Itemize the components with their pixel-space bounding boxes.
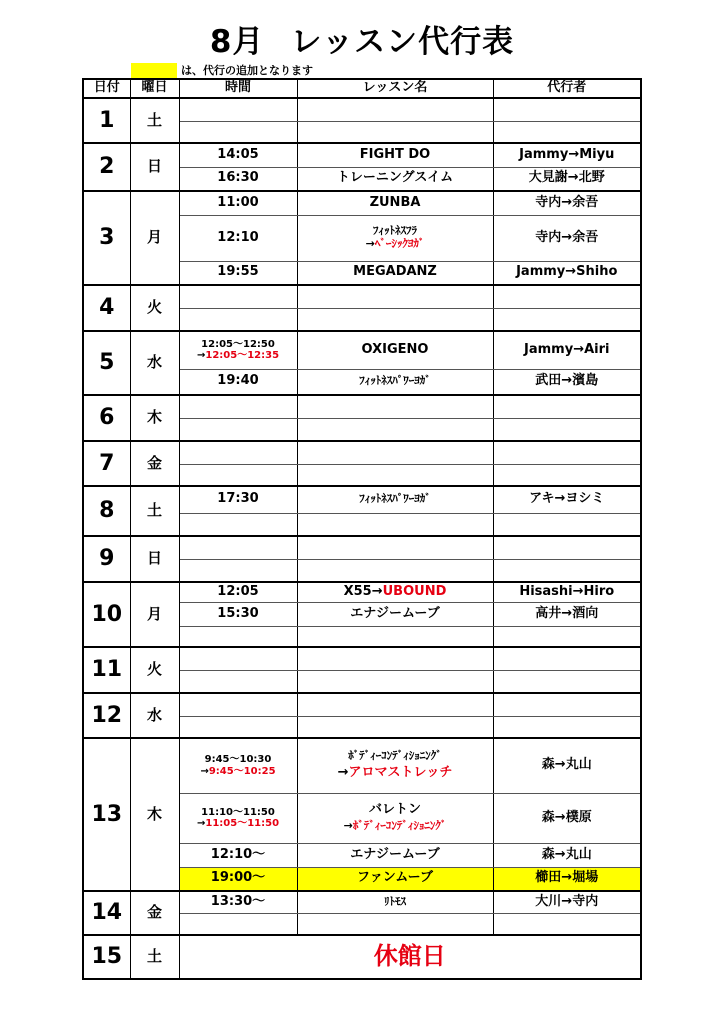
lesson-cell bbox=[297, 582, 493, 602]
time-cell: 12:10 bbox=[179, 215, 297, 261]
lesson-cell: ファンムーブ bbox=[297, 867, 493, 891]
lesson-cell: エナジームーブ bbox=[297, 602, 493, 626]
time-cell: 15:30 bbox=[179, 602, 297, 626]
header-lesson: レッスン名 bbox=[297, 79, 493, 98]
lesson-cell bbox=[297, 464, 493, 486]
instructor-cell: Jammy→Shiho bbox=[493, 261, 641, 285]
original-lesson: ﾎﾞﾃﾞｨｰｺﾝﾃﾞｨｼｮﾆﾝｸﾞ bbox=[348, 749, 442, 763]
date-cell: 3 bbox=[83, 191, 130, 285]
header-dow: 曜日 bbox=[130, 79, 179, 98]
lesson-cell: ﾌｨｯﾄﾈｽﾊﾟﾜｰﾖｶﾞ bbox=[297, 486, 493, 513]
instructor-cell bbox=[493, 647, 641, 670]
dow-cell: 火 bbox=[130, 285, 179, 331]
date-cell: 7 bbox=[83, 441, 130, 486]
date-cell: 6 bbox=[83, 395, 130, 441]
dow-cell: 月 bbox=[130, 582, 179, 647]
instructor-cell bbox=[493, 121, 641, 143]
change-arrow: → bbox=[200, 765, 209, 777]
dow-cell: 日 bbox=[130, 143, 179, 191]
legend bbox=[131, 62, 313, 78]
original-time: 11:10～11:50 bbox=[201, 806, 275, 818]
new-lesson: UBOUND bbox=[382, 583, 447, 599]
time-cell bbox=[179, 331, 297, 369]
time-cell bbox=[179, 441, 297, 464]
instructor-cell bbox=[493, 559, 641, 582]
instructor-cell bbox=[493, 98, 641, 121]
dow-cell: 日 bbox=[130, 536, 179, 582]
instructor-cell bbox=[493, 464, 641, 486]
time-cell: 19:55 bbox=[179, 261, 297, 285]
dow-cell: 火 bbox=[130, 647, 179, 693]
lesson-cell bbox=[297, 418, 493, 441]
date-cell: 12 bbox=[83, 693, 130, 738]
header-instructor: 代行者 bbox=[493, 79, 641, 98]
lesson-cell bbox=[297, 308, 493, 331]
time-cell: 12:10～ bbox=[179, 843, 297, 867]
original-time: 12:05～12:50 bbox=[201, 338, 275, 350]
instructor-cell bbox=[493, 308, 641, 331]
lesson-cell: トレーニングスイム bbox=[297, 167, 493, 191]
date-cell: 8 bbox=[83, 486, 130, 536]
dow-cell: 土 bbox=[130, 98, 179, 143]
time-cell bbox=[179, 913, 297, 935]
table-row bbox=[83, 582, 641, 602]
lesson-cell bbox=[297, 98, 493, 121]
lesson-cell bbox=[297, 215, 493, 261]
changed-lesson bbox=[298, 238, 493, 251]
dow-cell: 木 bbox=[130, 395, 179, 441]
new-time: 9:45～10:25 bbox=[208, 765, 276, 777]
lesson-cell bbox=[297, 626, 493, 647]
date-cell: 13 bbox=[83, 738, 130, 891]
time-cell bbox=[179, 716, 297, 738]
instructor-cell: 森→丸山 bbox=[493, 843, 641, 867]
lesson-cell bbox=[297, 121, 493, 143]
date-cell: 2 bbox=[83, 143, 130, 191]
instructor-cell bbox=[493, 626, 641, 647]
table-row bbox=[83, 285, 641, 308]
time-cell bbox=[179, 395, 297, 418]
time-cell: 16:30 bbox=[179, 167, 297, 191]
table-row bbox=[83, 191, 641, 215]
lesson-cell: FIGHT DO bbox=[297, 143, 493, 167]
instructor-cell bbox=[493, 285, 641, 308]
lesson-cell: エナジームーブ bbox=[297, 843, 493, 867]
time-cell bbox=[179, 738, 297, 793]
time-cell: 13:30～ bbox=[179, 891, 297, 913]
new-lesson: ﾍﾞｰｼｯｸﾖｶﾞ bbox=[374, 237, 425, 250]
changed-lesson bbox=[298, 766, 493, 781]
time-cell bbox=[179, 513, 297, 536]
table-row bbox=[83, 98, 641, 121]
lesson-cell bbox=[297, 670, 493, 693]
table-row bbox=[83, 693, 641, 716]
changed-time bbox=[180, 818, 297, 830]
instructor-cell: アキ→ヨシミ bbox=[493, 486, 641, 513]
instructor-cell: 櫛田→堀場 bbox=[493, 867, 641, 891]
new-lesson: ﾎﾞﾃﾞｨｰｺﾝﾃﾞｨｼｮﾆﾝｸﾞ bbox=[352, 819, 447, 833]
legend-swatch bbox=[131, 63, 177, 78]
lesson-cell bbox=[297, 738, 493, 793]
instructor-cell bbox=[493, 913, 641, 935]
dow-cell: 金 bbox=[130, 441, 179, 486]
date-cell: 14 bbox=[83, 891, 130, 935]
lesson-cell: OXIGENO bbox=[297, 331, 493, 369]
time-cell bbox=[179, 418, 297, 441]
original-time: 9:45～10:30 bbox=[204, 754, 272, 766]
date-cell: 5 bbox=[83, 331, 130, 395]
lesson-cell bbox=[297, 693, 493, 716]
lesson-cell bbox=[297, 285, 493, 308]
title-month: 8月 bbox=[209, 24, 265, 60]
lesson-cell bbox=[297, 513, 493, 536]
time-cell: 11:00 bbox=[179, 191, 297, 215]
new-lesson: アロマストレッチ bbox=[348, 765, 453, 781]
lesson-cell bbox=[297, 536, 493, 559]
change-arrow: → bbox=[343, 819, 353, 833]
lesson-cell: ZUNBA bbox=[297, 191, 493, 215]
lesson-cell bbox=[297, 913, 493, 935]
date-cell: 9 bbox=[83, 536, 130, 582]
original-lesson: ﾌｨｯﾄﾈｽﾌﾗ bbox=[373, 224, 417, 238]
change-arrow: → bbox=[196, 818, 206, 829]
lesson-cell: ﾌｨｯﾄﾈｽﾊﾟﾜｰﾖｶﾞ bbox=[297, 369, 493, 395]
legend-text: は、代行の追加となります bbox=[181, 64, 313, 77]
date-cell: 10 bbox=[83, 582, 130, 647]
instructor-cell: 森→樸原 bbox=[493, 793, 641, 843]
instructor-cell: 森→丸山 bbox=[493, 738, 641, 793]
instructor-cell bbox=[493, 418, 641, 441]
instructor-cell: Jammy→Miyu bbox=[493, 143, 641, 167]
lesson-cell bbox=[297, 716, 493, 738]
time-cell bbox=[179, 626, 297, 647]
time-cell: 17:30 bbox=[179, 486, 297, 513]
dow-cell: 水 bbox=[130, 331, 179, 395]
original-lesson: バレトン bbox=[368, 802, 421, 818]
lesson-cell bbox=[297, 647, 493, 670]
time-cell: 14:05 bbox=[179, 143, 297, 167]
change-arrow: → bbox=[337, 765, 349, 781]
date-cell: 15 bbox=[83, 935, 130, 979]
table-row bbox=[83, 738, 641, 793]
instructor-cell bbox=[493, 716, 641, 738]
time-cell bbox=[179, 308, 297, 331]
changed-lesson bbox=[298, 820, 493, 833]
time-cell bbox=[179, 670, 297, 693]
change-arrow: → bbox=[365, 237, 375, 250]
instructor-cell bbox=[493, 513, 641, 536]
instructor-cell bbox=[493, 536, 641, 559]
lesson-cell: MEGADANZ bbox=[297, 261, 493, 285]
changed-time bbox=[180, 766, 297, 778]
dow-cell: 土 bbox=[130, 935, 179, 979]
instructor-cell: 武田→濱島 bbox=[493, 369, 641, 395]
table-row bbox=[83, 331, 641, 369]
date-cell: 1 bbox=[83, 98, 130, 143]
instructor-cell: 大川→寺内 bbox=[493, 891, 641, 913]
dow-cell: 土 bbox=[130, 486, 179, 536]
instructor-cell: 寺内→余吾 bbox=[493, 191, 641, 215]
time-cell bbox=[179, 121, 297, 143]
date-cell: 4 bbox=[83, 285, 130, 331]
instructor-cell bbox=[493, 441, 641, 464]
instructor-cell bbox=[493, 670, 641, 693]
table-row bbox=[83, 536, 641, 559]
new-time: 11:05～11:50 bbox=[205, 818, 280, 829]
lesson-cell bbox=[297, 441, 493, 464]
changed-time bbox=[180, 350, 297, 362]
lesson-cell bbox=[297, 395, 493, 418]
time-cell bbox=[179, 647, 297, 670]
table-row bbox=[83, 441, 641, 464]
table-row bbox=[83, 891, 641, 913]
instructor-cell: 大見謝→北野 bbox=[493, 167, 641, 191]
time-cell bbox=[179, 536, 297, 559]
new-time: 12:05～12:35 bbox=[205, 350, 280, 362]
instructor-cell bbox=[493, 395, 641, 418]
table-row bbox=[83, 395, 641, 418]
time-cell bbox=[179, 693, 297, 716]
instructor-cell bbox=[493, 693, 641, 716]
time-cell: 19:00～ bbox=[179, 867, 297, 891]
time-cell bbox=[179, 793, 297, 843]
dow-cell: 月 bbox=[130, 191, 179, 285]
instructor-cell: Jammy→Airi bbox=[493, 331, 641, 369]
change-arrow: → bbox=[196, 350, 206, 362]
title-label: レッスン代行表 bbox=[290, 24, 515, 60]
substitute-schedule-table bbox=[82, 78, 642, 980]
lesson-cell: ﾘﾄﾓｽ bbox=[297, 891, 493, 913]
header-time: 時間 bbox=[179, 79, 297, 98]
table-row bbox=[83, 647, 641, 670]
dow-cell: 水 bbox=[130, 693, 179, 738]
lesson-cell bbox=[297, 793, 493, 843]
date-cell: 11 bbox=[83, 647, 130, 693]
header-row bbox=[83, 79, 641, 98]
time-cell: 12:05 bbox=[179, 582, 297, 602]
instructor-cell: 寺内→余吾 bbox=[493, 215, 641, 261]
page-title bbox=[0, 16, 724, 61]
table-row bbox=[83, 143, 641, 167]
time-cell bbox=[179, 98, 297, 121]
dow-cell: 金 bbox=[130, 891, 179, 935]
time-cell bbox=[179, 464, 297, 486]
lesson-cell bbox=[297, 559, 493, 582]
closed-notice: 休館日 bbox=[179, 935, 641, 979]
table-row bbox=[83, 486, 641, 513]
time-cell bbox=[179, 285, 297, 308]
header-date: 日付 bbox=[83, 79, 130, 98]
instructor-cell: Hisashi→Hiro bbox=[493, 582, 641, 602]
instructor-cell: 高井→酒向 bbox=[493, 602, 641, 626]
dow-cell: 木 bbox=[130, 738, 179, 891]
table-row bbox=[83, 935, 641, 979]
original-lesson: X55→ bbox=[343, 583, 383, 599]
time-cell: 19:40 bbox=[179, 369, 297, 395]
time-cell bbox=[179, 559, 297, 582]
